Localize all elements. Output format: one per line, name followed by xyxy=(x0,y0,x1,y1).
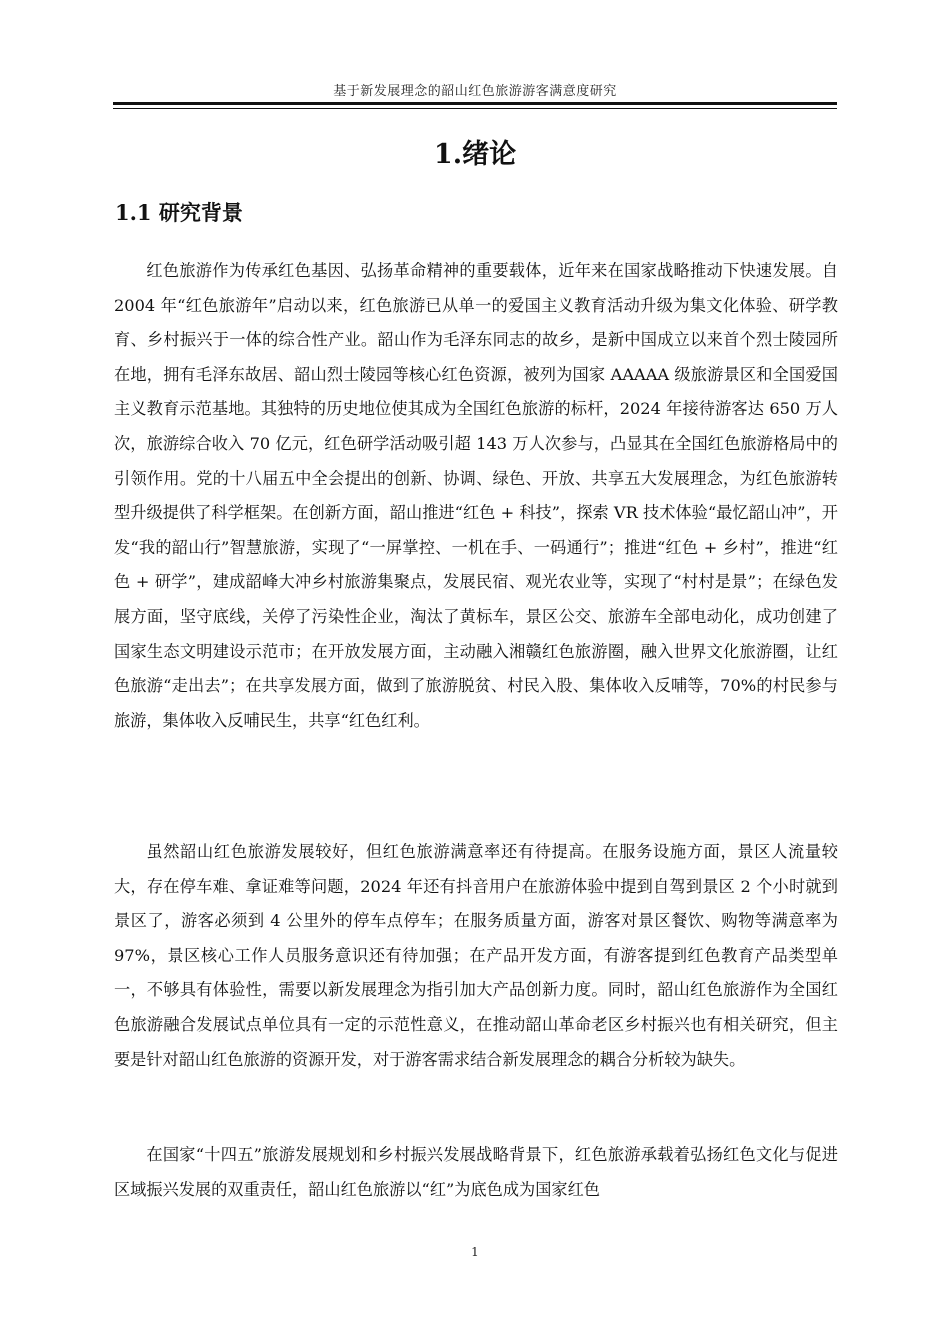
section-title: 1.1 研究背景 xyxy=(115,200,243,225)
header-rule-thick xyxy=(113,102,837,105)
body-paragraph-1: 红色旅游作为传承红色基因、弘扬革命精神的重要载体，近年来在国家战略推动下快速发展。自 2004 年“红色旅游年”启动以来，红色旅游已从单一的爱国主义教育活动升级为集文化体验、研学教育、乡村振兴于一体的综合性产业。韶山作为毛泽东同志的故乡，是新中国成立以来首个烈士陵园所在地，拥有毛泽东故居、韶山烈士陵园等核心红色资源，被列为国家 AAAAA 级旅游景区和全国爱国主义教育示范基地。其独特的历史地位使其成为全国红色旅游的标杆，2024 年接待游客达 650 万人次，旅游综合收入 70 亿元，红色研学活动吸引超 143 万人次参与，凸显其在全国红色旅游格局中的引领作用。党的十八届五中全会提出的创新、协调、绿色、开放、共享五大发展理念，为红色旅游转型升级提供了科学框架。在创新方面，韶山推进“红色 + 科技”，探索 VR 技术体验“最忆韶山冲”，开发“我的韶山行”智慧旅游，实现了“一屏掌控、一机在手、一码通行”；推进“红色 + 乡村”，推进“红色 + 研学”，建成韶峰大冲乡村旅游集聚点，发展民宿、观光农业等，实现了“村村是景”；在绿色发展方面，坚守底线，关停了污染性企业，淘汰了黄标车，景区公交、旅游车全部电动化，成功创建了国家生态文明建设示范市；在开放发展方面，主动融入湘赣红色旅游圈，融入世界文化旅游圈，让红色旅游“走出去”；在共享发展方面，做到了旅游脱贫、村民入股、集体收入反哺等，70%的村民参与旅游，集体收入反哺民生，共享“红色红利。 xyxy=(114,261,838,730)
body-paragraph-3: 在国家“十四五”旅游发展规划和乡村振兴发展战略背景下，红色旅游承载着弘扬红色文化与促进区域振兴发展的双重责任，韶山红色旅游以“红”为底色成为国家红色 xyxy=(114,1145,838,1199)
chapter-title: 1.绪论 xyxy=(433,139,517,170)
body-paragraph-2: 虽然韶山红色旅游发展较好，但红色旅游满意率还有待提高。在服务设施方面，景区人流量较大，存在停车难、拿证难等问题，2024 年还有抖音用户在旅游体验中提到自驾到景区 2 个小时就到景区了，游客必须到 4 公里外的停车点停车；在服务质量方面，游客对景区餐饮、购物等满意率为 97%，景区核心工作人员服务意识还有待加强；在产品开发方面，有游客提到红色教育产品类型单一，不够具有体验性，需要以新发展理念为指引加大产品创新力度。同时，韶山红色旅游作为全国红色旅游融合发展试点单位具有一定的示范性意义，在推动韶山革命老区乡村振兴也有相关研究，但主要是针对韶山红色旅游的资源开发，对于游客需求结合新发展理念的耦合分析较为缺失。 xyxy=(114,842,838,1069)
running-header: 基于新发展理念的韶山红色旅游游客满意度研究 xyxy=(333,84,617,99)
header-rule-thin xyxy=(113,108,837,109)
page-number: 1 xyxy=(471,1245,479,1259)
